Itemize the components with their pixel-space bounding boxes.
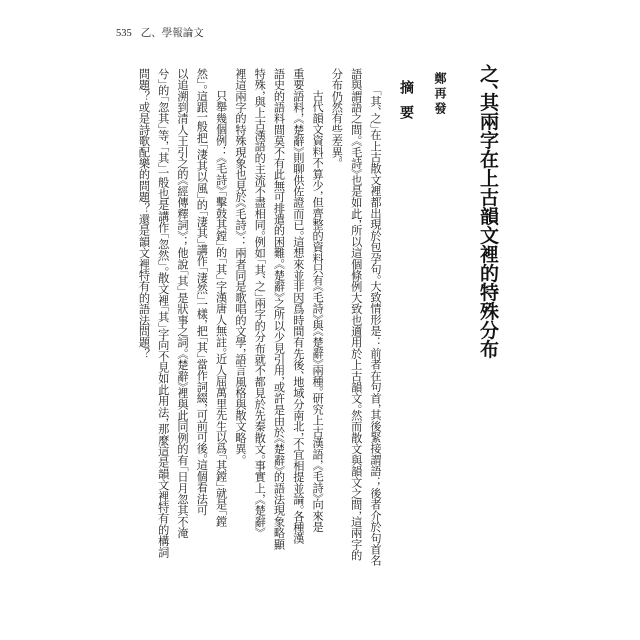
- abstract-line: 兮」的「忽其」等，「其」一般也是講作「忽然」。散文裡「其」字向不見如此用法，那麼這是韻文裡特有的構詞: [156, 68, 170, 558]
- abstract-line: 然」。這跟一般把「淒其以風」的「淒其」講作「淒然」一樣，把「其」當作詞綴，可前可後。這個看法可: [195, 68, 209, 516]
- author-name: 鄭再發: [433, 72, 447, 117]
- section-title: 乙、學報論文: [140, 28, 204, 39]
- abstract-paragraph: [134, 68, 230, 624]
- abstract-paragraph: [327, 68, 385, 624]
- abstract-line: 問題？或是詩歌配樂的問題？還是韻文裡特有的語法問題？: [137, 68, 151, 360]
- abstract-body: [133, 68, 385, 624]
- abstract-heading: 摘要: [398, 80, 414, 130]
- abstract-line: 語史的語料間莫不有此無可排遣的困難。《楚辭》之所以少見引用，或許是由於《楚辭》的語法現象略顯: [272, 68, 286, 550]
- abstract-line: 以追溯到清人王引之的《經傳釋詞》；他說「其」是狀事之詞。《楚辭》裡與此同例的有「日月忽其不淹: [176, 68, 190, 539]
- running-header: [116, 25, 204, 40]
- abstract-line: 特殊，與上古漢語的主流不盡相同。例如「其、之」兩字的分布就不都見於先秦散文。事實上，《楚辭》: [253, 68, 267, 533]
- abstract-line: 古代韻文資料不算少，但齊整的資料只有《毛詩》與《楚辭》兩種。研究上古漢語，《毛詩》向來是: [311, 90, 325, 533]
- page-number: 535: [116, 28, 132, 39]
- abstract-line: 只舉幾個例：《毛詩》「擊鼓其鏜」的「其」字漢唐人無註。近人屈萬里先生以爲「其鏜」就是「鏜: [214, 90, 228, 528]
- article-title: 之、其兩字在上古韻文裡的特殊分布: [477, 64, 499, 359]
- abstract-paragraph: [231, 68, 327, 624]
- abstract-line: 語與謂語之間。《毛詩》也是如此，所以這個條例大致也適用於上古韻文。然而散文與韻文之間，這兩字的: [349, 68, 363, 561]
- abstract-line: 裡這兩字的特殊現象也見於《毛詩》：兩者同是歌唱的文學，語言風格與散文略異。: [233, 68, 247, 460]
- abstract-line: 重要語料，《楚辭》則聊供佐證而已。這想來並非因爲時間有先後、地域分南北，不宜相提並論。各種漢: [291, 68, 305, 544]
- abstract-line: 分布仍然有些差異。: [330, 68, 344, 164]
- abstract-line: 「其、之」在上古散文裡都出現於包孕句。大致情形是：前者在句首，其後緊接謂語；後者介於句首名: [369, 90, 382, 567]
